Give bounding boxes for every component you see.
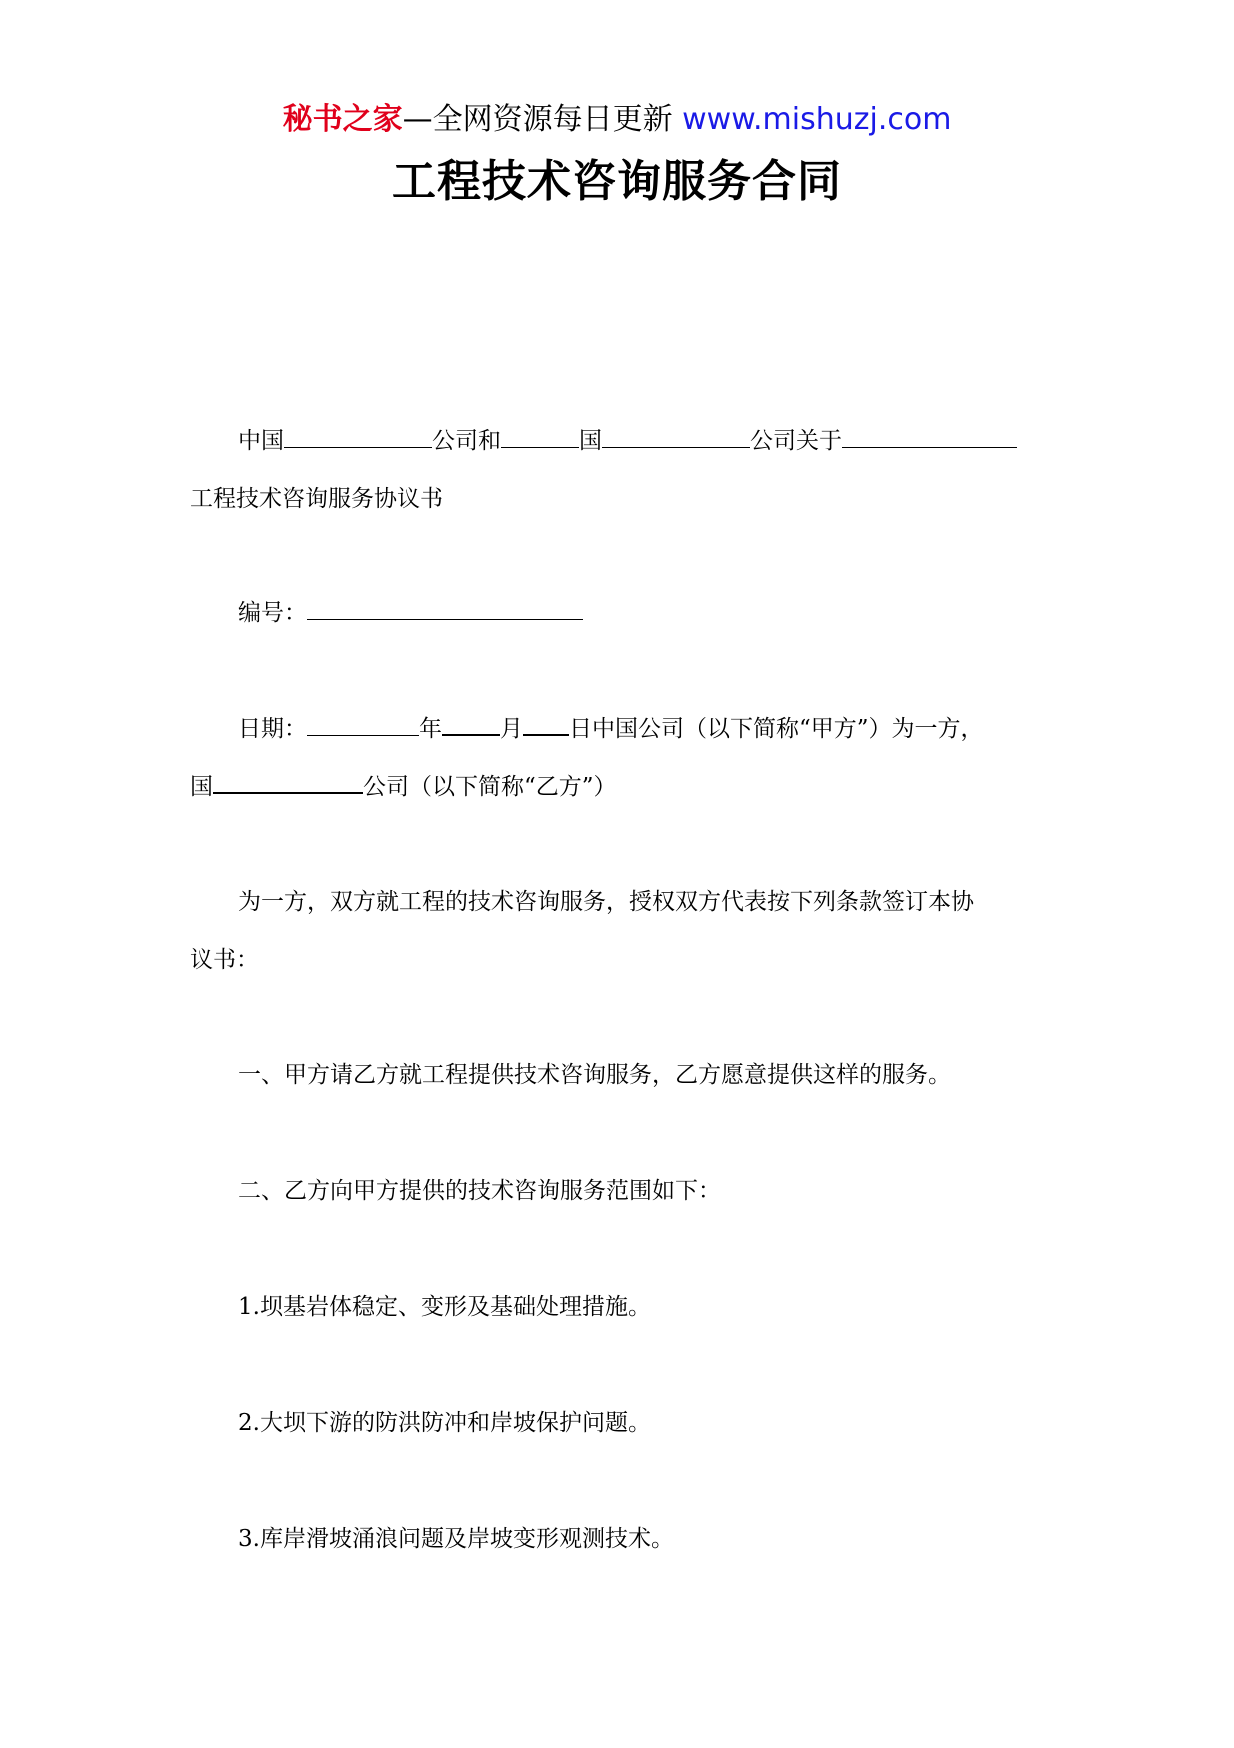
item-1: 一、甲方请乙方就工程提供技术咨询服务，乙方愿意提供这样的服务。 (238, 1062, 951, 1088)
blank-number[interactable] (307, 597, 583, 620)
sub-item-2: 2.大坝下游的防洪防冲和岸坡保护问题。 (238, 1410, 651, 1436)
site-slogan: —全网资源每日更新 (402, 102, 683, 137)
blank-country[interactable] (501, 425, 579, 448)
date-rest-2: 公司（以下简称“乙方”） (363, 774, 617, 800)
site-header (0, 100, 1234, 140)
date-label: 日期： (238, 716, 307, 742)
intro-company-and: 公司和 (432, 428, 501, 454)
number-line (238, 597, 583, 629)
date-month: 月 (500, 716, 523, 742)
blank-project[interactable] (842, 425, 1017, 448)
intro-country: 国 (579, 428, 602, 454)
date-country: 国 (190, 774, 213, 800)
para3-line-1: 为一方，双方就工程的技术咨询服务，授权双方代表按下列条款签订本协 (238, 889, 974, 915)
sub-item-3: 3.库岸滑坡涌浪问题及岸坡变形观测技术。 (238, 1526, 674, 1552)
blank-year[interactable] (307, 713, 419, 736)
intro-line-1 (238, 425, 1017, 457)
date-rest: 日中国公司（以下简称“甲方”）为一方， (569, 716, 984, 742)
date-line-1 (238, 712, 984, 745)
date-year: 年 (419, 716, 442, 742)
document-title: 工程技术咨询服务合同 (392, 156, 842, 207)
number-label: 编号： (238, 600, 307, 626)
date-line-2 (190, 770, 617, 803)
blank-party-b-company[interactable] (213, 770, 363, 794)
intro-china: 中国 (238, 428, 284, 454)
blank-month[interactable] (442, 712, 500, 736)
sub-item-1: 1.坝基岩体稳定、变形及基础处理措施。 (238, 1294, 651, 1320)
intro-line-2: 工程技术咨询服务协议书 (190, 486, 443, 512)
blank-company-foreign[interactable] (602, 425, 750, 448)
item-2: 二、乙方向甲方提供的技术咨询服务范围如下： (238, 1178, 721, 1204)
blank-company-china[interactable] (284, 425, 432, 448)
blank-day[interactable] (523, 712, 569, 736)
para3-line-2: 议书： (190, 947, 259, 973)
brand-name: 秘书之家 (282, 102, 403, 137)
site-url[interactable]: www.mishuzj.com (682, 102, 952, 137)
intro-company-about: 公司关于 (750, 428, 842, 454)
